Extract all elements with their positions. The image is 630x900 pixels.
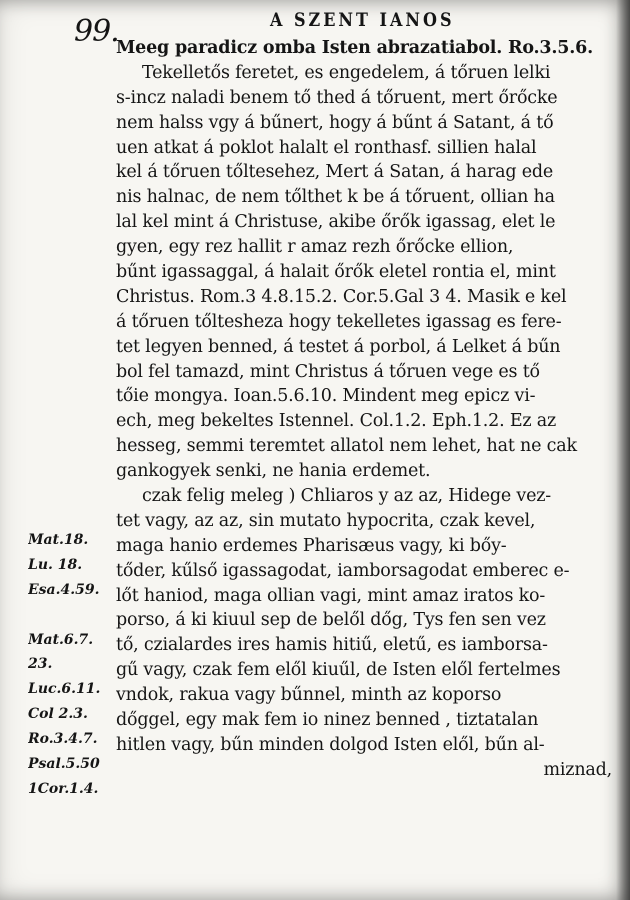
page-edge-shadow (616, 0, 630, 900)
text-line: Meeg paradicz omba Isten abrazatiabol. Ro.3.5.6. (116, 38, 594, 58)
margin-note: Mat.6.7. (28, 631, 94, 648)
body-text (116, 36, 626, 783)
text-line: gankogyek senki, ne hania erdemet. (116, 461, 431, 482)
text-line: tő, czialardes ires hamis hitiű, eletű, es iamborsa- (116, 635, 548, 656)
text-line: s-incz naladi benem tő thed á tőruent, mert őrőcke (116, 87, 558, 108)
margin-note: Luc.6.11. (28, 681, 101, 698)
text-line: gű vagy, czak fem elől kiuűl, de Isten elől fertelmes (116, 660, 561, 681)
text-line: dőggel, egy mak fem io ninez benned , tiztatalan (116, 710, 539, 731)
margin-note: Mat.18. (28, 532, 89, 548)
margin-note: Psal.5.50 (28, 756, 100, 773)
text-line: tőder, kűlső igassagodat, iamborsagodat emberec e- (116, 560, 570, 581)
text-line: bűnt igassaggal, á halait őrők eletel rontia el, mint (116, 262, 556, 283)
text-line: porso, á ki kiuul sep de belől dőg, Tys fen sen vez (116, 610, 546, 631)
text-line: ech, meg bekeltes Istennel. Col.1.2. Eph.1.2. Ez az (116, 411, 557, 432)
text-line: tet vagy, az az, sin mutato hypocrita, czak kevel, (116, 510, 536, 531)
text-line: tet legyen benned, á testet á porbol, á Lelket á bűn (116, 336, 561, 357)
text-line: nem halss vgy á bűnert, hogy á bűnt á Satant, á tő (116, 112, 554, 133)
text-line: lal kel mint á Christuse, akibe őrők igassag, elet le (116, 212, 556, 233)
text-line: vndok, rakua vagy bűnnel, minth az koporso (116, 685, 502, 706)
text-line: uen atkat á poklot halalt el ronthasf. sillien halal (116, 137, 537, 158)
text-line: á tőruen tőltesheza hogy tekelletes igassag es fere- (116, 311, 562, 332)
text-line: lőt haniod, maga ollian vagi, mint amaz iratos ko- (116, 585, 546, 606)
text-line: hesseg, semmi teremtet allatol nem lehet, hat ne cak (116, 436, 577, 457)
text-line: kel á tőruen tőltesehez, Mert á Satan, á harag ede (116, 162, 554, 183)
text-line: hitlen vagy, bűn minden dolgod Isten elől, bűn al- (116, 734, 545, 755)
margin-note: Lu. 18. (28, 556, 83, 573)
text-line: Tekelletős feretet, es engedelem, á tőruen lelki (142, 62, 551, 83)
margin-note: 1Cor.1.4. (28, 780, 99, 797)
text-line: nis halnac, de nem tőlthet k be á tőruent, ollian ha (116, 187, 555, 208)
page-number: 99. (74, 14, 119, 49)
text-line: czak felig meleg ) Chliaros y az az, Hidege vez- (142, 486, 551, 507)
text-line: tőie mongya. Ioan.5.6.10. Mindent meg epicz vi- (116, 386, 536, 407)
margin-note: Ro.3.4.7. (28, 731, 98, 748)
text-line: miznad, (543, 759, 612, 780)
text-line: gyen, egy rez hallit r amaz rezh őrőcke ellion, (116, 237, 514, 258)
margin-note: Col 2.3. (28, 706, 88, 723)
margin-notes (28, 528, 116, 802)
margin-note: 23. (28, 656, 53, 673)
text-line: Christus. Rom.3 4.8.15.2. Cor.5.Gal 3 4. Masik e kel (116, 286, 567, 307)
text-line: maga hanio erdemes Pharisæus vagy, ki bőy- (116, 535, 507, 556)
text-line: bol fel tamazd, mint Christus á tőruen vege es tő (116, 361, 540, 382)
margin-note: Esa.4.59. (28, 581, 100, 598)
running-head: A SZENT IANOS (270, 8, 455, 31)
